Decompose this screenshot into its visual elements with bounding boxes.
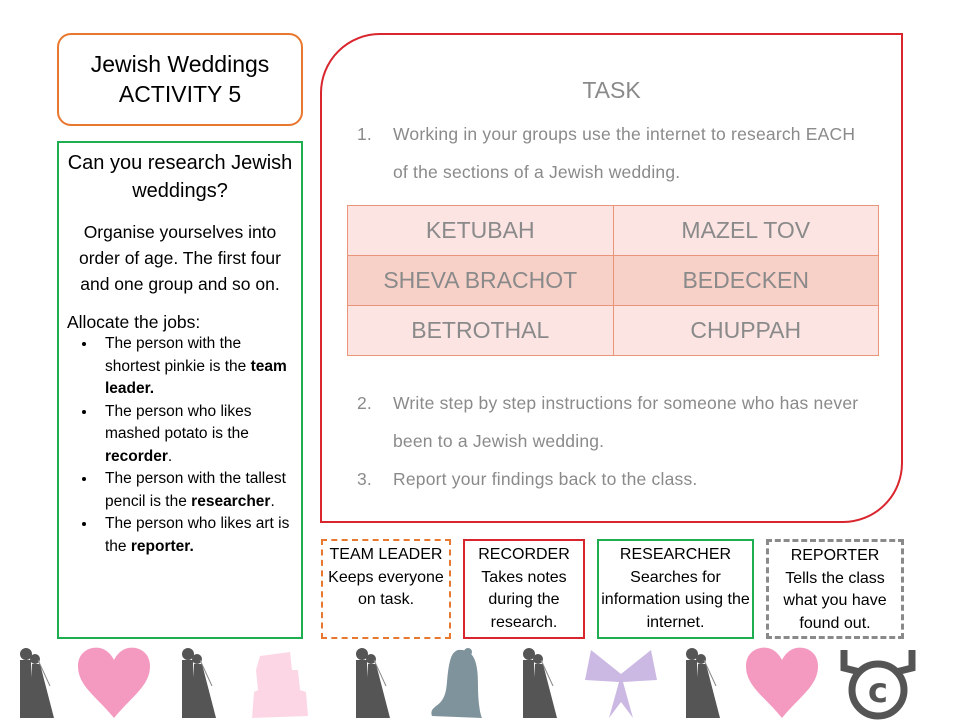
jobs-list [67, 333, 293, 558]
task-panel [320, 33, 903, 523]
job-role: team leader. [105, 357, 287, 397]
step-text: Report your findings back to the class. [393, 469, 698, 489]
step-number: 3. [357, 469, 372, 489]
job-role: reporter. [130, 537, 194, 555]
role-card-team-leader [321, 539, 451, 639]
heart-icon [76, 646, 152, 725]
step-number: 2. [357, 393, 372, 413]
table-row [348, 306, 879, 356]
role-card-recorder [463, 539, 585, 639]
job-item [97, 468, 293, 513]
title-line-2: ACTIVITY 5 [118, 81, 242, 107]
couple-silhouette-icon [676, 646, 736, 725]
section-cell: KETUBAH [348, 206, 614, 256]
copyright-logo-icon [840, 646, 916, 725]
role-title: RECORDER [478, 546, 570, 563]
role-title: TEAM LEADER [329, 546, 443, 563]
role-description: Tells the class what you have found out. [783, 569, 887, 632]
svg-text:c: c [867, 671, 889, 711]
job-text: The person with the tallest pencil is the [105, 470, 286, 510]
couple-silhouette-icon [10, 646, 70, 725]
role-title: REPORTER [790, 547, 880, 564]
role-card-reporter [766, 539, 904, 639]
task-step-1 [357, 115, 863, 191]
role-description: Takes notes during the research. [481, 568, 567, 631]
bow-icon [583, 646, 659, 725]
heart-icon [744, 646, 820, 725]
role-description: Searches for information using the internet. [601, 568, 750, 631]
job-item [97, 333, 293, 401]
title-line-1: Jewish Weddings [90, 51, 270, 77]
couple-silhouette-icon [172, 646, 232, 725]
role-card-researcher [597, 539, 754, 639]
section-cell: BETROTHAL [348, 306, 614, 356]
section-cell: BEDECKEN [613, 256, 879, 306]
allocate-heading: Allocate the jobs: [67, 312, 201, 332]
step-text: Write step by step instructions for someone who has never been to a Jewish wedding. [393, 393, 859, 451]
job-text: The person with the shortest pinkie is the [105, 335, 251, 375]
job-item [97, 513, 293, 558]
job-suffix: . [270, 492, 275, 510]
task-heading: TASK [582, 77, 641, 103]
job-suffix: . [167, 447, 173, 465]
task-step-2 [357, 384, 863, 460]
couple-silhouette-icon [513, 646, 573, 725]
role-title: RESEARCHER [619, 546, 732, 563]
role-description: Keeps everyone on task. [328, 568, 444, 608]
section-cell: CHUPPAH [613, 306, 879, 356]
instructions-panel [57, 141, 303, 639]
table-row [348, 256, 879, 306]
wedding-cake-icon [250, 646, 310, 725]
organise-text: Organise yourselves into order of age. The first four and one group and so on. [78, 222, 281, 294]
bell-icon [428, 646, 488, 725]
table-row [348, 206, 879, 256]
couple-silhouette-icon [346, 646, 406, 725]
section-cell: MAZEL TOV [613, 206, 879, 256]
job-item [97, 401, 293, 469]
job-role: recorder [105, 447, 168, 465]
sections-table [347, 205, 879, 356]
step-number: 1. [357, 124, 372, 144]
task-step-3 [357, 460, 863, 498]
activity-title-box [57, 33, 303, 126]
job-text: The person who likes mashed potato is the [105, 402, 252, 442]
step-text: Working in your groups use the internet to research EACH of the sections of a Jewish wedding. [393, 124, 856, 182]
job-text: The person who likes art is the [105, 515, 290, 555]
job-role: researcher [191, 492, 271, 510]
section-cell: SHEVA BRACHOT [348, 256, 614, 306]
research-question: Can you research Jewish weddings? [67, 152, 293, 202]
